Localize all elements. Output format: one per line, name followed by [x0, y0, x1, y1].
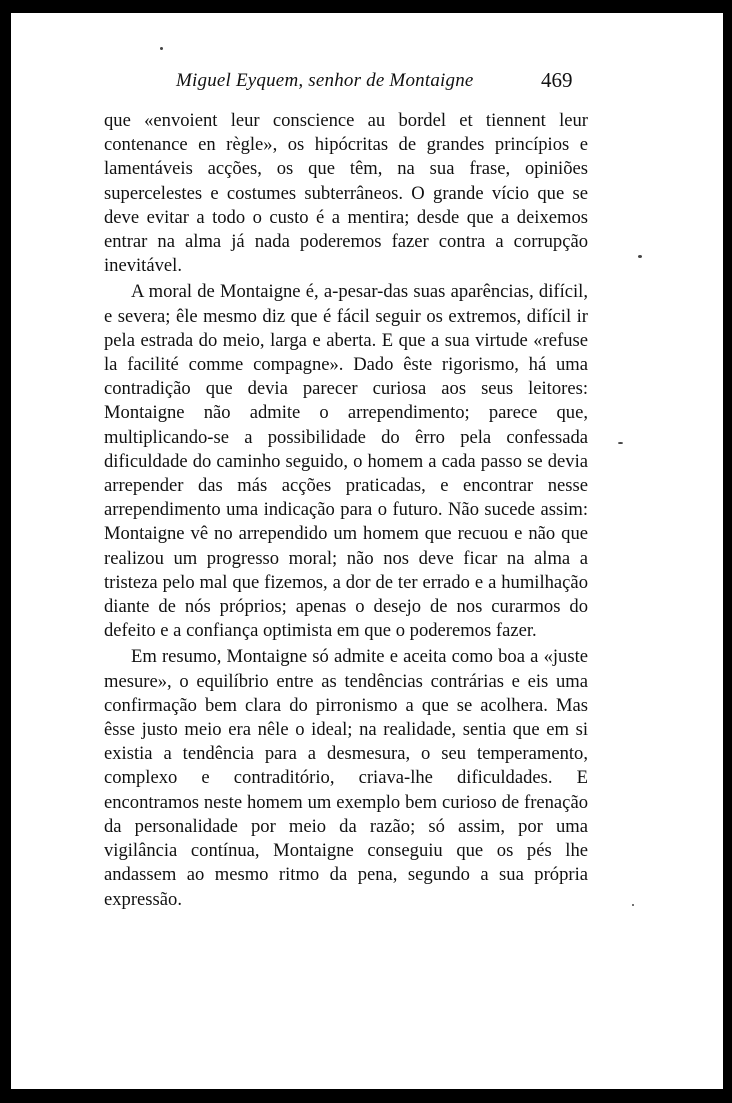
- paragraph-1: que «envoient leur conscience au bordel et tiennent leur contenance en règle», os hipócritas de grandes princípios e lamentáveis acções, os que têm, na sua frase, opiniões supercelestes e costumes subterrâneos. O grande vício que se deve evitar a todo o custo é a mentira; desde que a deixemos entrar na alma já nada poderemos fazer contra a corrupção inevitável.: [104, 110, 588, 277]
- paragraph-3: Em resumo, Montaigne só admite e aceita como boa a «juste mesure», o equilíbrio entre as tendências contrárias e eis uma confirmação bem clara do pirronismo a que se acolhera. Mas êsse justo meio era nêle o ideal; na realidade, sentia que em si existia a tendência para a desmesura, o seu temperamento, complexo e contraditório, criava-lhe dificuldades. E encontramos neste homem um exemplo bem curioso de frenação da personalidade por meio da razão; só assim, por uma vigilância contínua, Montaigne conseguiu que os pés lhe andassem ao mesmo ritmo da pena, segundo a sua própria expressão.: [104, 646, 588, 910]
- paragraph-2: A moral de Montaigne é, a-pesar-das suas aparências, difícil, e severa; êle mesmo diz que é fácil seguir os extremos, difícil ir pela estrada do meio, larga e aberta. E que a sua virtude «refuse la facilité comme compagne». Dado êste rigorismo, há uma contradição que devia parecer curiosa aos seus leitores: Montaigne não admite o arrependimento; parece que, multiplicando-se a possibilidade do êrro pela confessada dificuldade do caminho seguido, o homem a cada passo se devia arrepender das más acções praticadas, e encontrar nesse arrependimento uma indicação para o futuro. Não sucede assim: Montaigne vê no arrependido um homem que recuou e não que realizou um progresso moral; não nos deve ficar na alma a tristeza pelo mal que fizemos, a dor de ter errado e a humilhação diante de nós próprios; apenas o desejo de nos curarmos do defeito e a confiança optimista em que o poderemos fazer.: [104, 281, 588, 642]
- body-text: [104, 109, 588, 912]
- running-title: Miguel Eyquem, senhor de Montaigne: [176, 70, 474, 91]
- dust-speck: [632, 904, 634, 906]
- dust-speck: [160, 47, 163, 50]
- book-page: [11, 13, 723, 1089]
- dust-speck: [618, 442, 623, 444]
- page-header: [11, 70, 723, 100]
- dust-speck: [638, 255, 642, 258]
- page-number: 469: [541, 68, 573, 92]
